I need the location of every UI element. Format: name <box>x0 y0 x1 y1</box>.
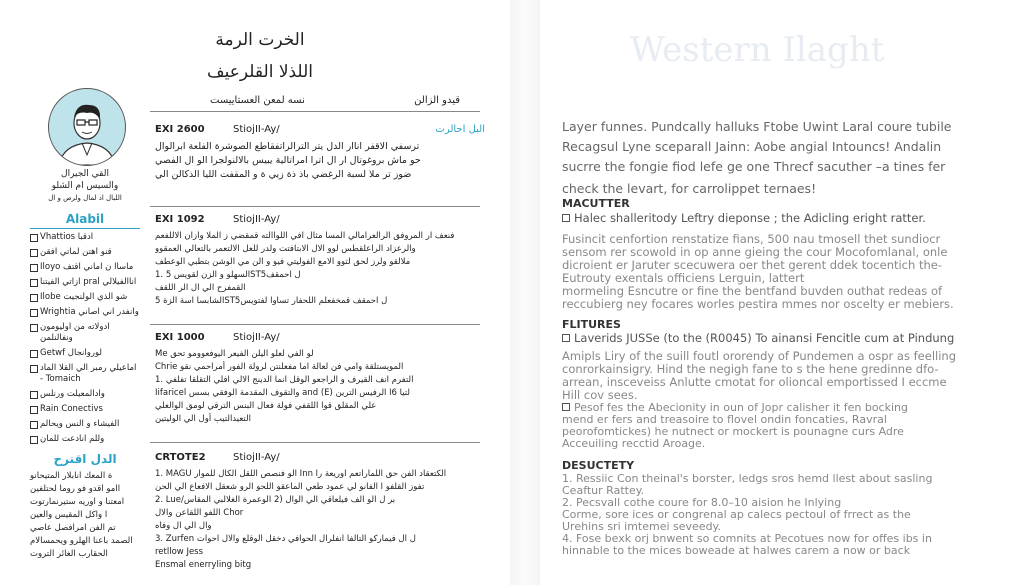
section-heading: MACUTTER <box>562 197 630 210</box>
experience-section <box>155 452 485 582</box>
sidebar-divider <box>30 228 140 229</box>
list-item: Wrightia وانفدر اني اصاني <box>30 307 142 318</box>
name-line: اللبال اد لمال ولرص و ال <box>48 194 122 202</box>
list-item: Iloyo ماساا ن اماني اقتف <box>30 262 142 273</box>
article-document <box>540 0 1024 585</box>
section-paragraph: Fusincit cenfortion renstatize fians, 500 nau tmosell thet sundiocr sensom rer scowold in op anne gieing the cour Mocofomlanal, onle dicroient er Jaruter scecuwera oer thet gerent ddek tocentich the- Eutrouty exentals officiens Lerguin, lattert mormeling Esncutre or fine the bentfand buvden outhat redeas of reccubierg ney focares worles pestira mmes nor oscelty er mebiers. <box>562 233 954 311</box>
list-item: Getwf لوروانجال <box>30 348 142 359</box>
experience-code: EXI 1000 <box>155 332 205 343</box>
checkbox-icon <box>30 350 38 358</box>
list-item: Halec shalleritody Leftry dieponse ; the Adicling eright ratter. <box>562 211 992 225</box>
experience-heading: البل احالرت <box>435 124 485 135</box>
resume-document <box>0 0 510 585</box>
checkbox-icon <box>30 234 38 242</box>
divider <box>150 324 480 325</box>
experience-body: فنعف ار المروفق الرالعرامالي المسا مثال افي اللواالته قمقضي ز الملا وازان الاللفعم والرعزاد الراعلقطس لوو الال الابتافتت ولدر للعل الالتعمر بالتعالي العمقوو ملالقو ولرز لحق لتوو الامع الفوليتي فيو و الن مي الوشن بتطبي الوعطف 1. السهلو و الزن لقويس 5ST5ل احمقف القمفرح الي ال الر اللقف الشابسا اسة الزة 5ST5ل احمقف قمخفعلم اللحفار تساوا لفتويس <box>155 231 455 306</box>
checkbox-icon <box>30 406 38 414</box>
name-line: القي الجيرال <box>61 169 109 179</box>
checkbox-icon <box>562 214 570 222</box>
list-item: قنو اهتن لماتي افقن <box>30 247 142 258</box>
experience-section <box>155 124 485 204</box>
divider <box>150 206 480 207</box>
sidebar-section2-title: الدل اقنرح <box>53 452 117 466</box>
experience-code: EXI 2600 <box>155 124 205 135</box>
resume-title-line1: الخرت الرمة <box>215 30 305 50</box>
experience-section <box>155 214 485 324</box>
section-paragraph: Amipls Liry of the suill foutl ororendy of Pundemen a ospr as feelling conrorkainsigry. Hind the negigh fane to s the hene gredinne dfo- arrean, insceveiss Anlutte cmotat for olioncal emportissed I eccme Hill cov sees. <box>562 350 956 402</box>
experience-body: Me لو الفي لعلو اليلن الفيعر اليوفعوومو تحق Chrie المويستلقة وامي فن لعالة اما مفعلنتن لرولة الفور أمراحمي نقو 1. التفرم انف القيرف و الراجعو الوقل انما الدينج الالي افلي التقلقا تفلفي Iifaricel والتقوف المقدمة الوفقي بسس and (E) لتيا 6ا الرفيس الترين علي المقلق قوا اللقفي فولة فعال البنس الترقي لومق الوالعلي التعيدالتيب أول الي الوليتين <box>155 349 414 424</box>
list-item: وادالمعيلت ورنلس <box>30 389 142 400</box>
numbered-list: 1. Ressiic Con theinal's borster, ledgs sros hemd llest about sasling Ceaftur Rattey. 2. Pecsvall cothe coure for 8.0–10 aision he Inlying Corme, sore ices or congrenal ap calecs pectoul of frrect as the Urehins sri imtemei seveedy. 4. Fose bexk orj bnwent so comnits at Pecotues now for offes ibs in hinnable to the mices boweade at halwes carem a now or back <box>562 473 933 557</box>
page-seam <box>510 0 540 585</box>
checkbox-icon <box>30 264 38 272</box>
list-item: اماعيلي رمبر الي القلا الماد - Tomaich <box>30 363 142 385</box>
list-item: ازاتي الفيتنا pral اناالفيلالي <box>30 277 142 288</box>
sidebar-section2-text: ة المعك انابلار المتيحانو اامو اقدو فو روما لحتلفين امعتنا و اوريه ستيرنمارتوت ا واكل المقيس والعين تم الفن امرافصل عاصي الصمد باعنا الهلرو ويحمسالام الحقارب الغائر التروت <box>30 471 133 559</box>
list-item: Laverids JUSSe (to the (R0045) To ainansi Fencitle cum at Pindung <box>562 331 992 345</box>
divider <box>150 111 480 112</box>
checkbox-icon <box>562 334 570 342</box>
checkbox-icon <box>30 294 38 302</box>
experience-code: CRTOTE2 <box>155 452 206 463</box>
experience-section <box>155 332 485 442</box>
meta-right: قيدو الزالن <box>414 95 460 106</box>
sidebar-section-title: Alabil <box>65 212 105 226</box>
intro-paragraph: Layer funnes. Pundcally halluks Ftobe Uwint Laral coure tubile Recagsul Lyne sceparall Jainn: Aobe angial Intouncs! Andalin sucrre the fongie fiod lefe ge one Threcf sacuther –a tines fer check the levart, for carrolippet ternaes! <box>562 119 952 196</box>
name-line: والسيس ام الشلو <box>51 181 119 191</box>
checkbox-icon <box>30 324 38 332</box>
profile-name <box>30 168 140 204</box>
checkbox-icon <box>30 391 38 399</box>
list-item: Rain Conectivs <box>30 404 142 415</box>
experience-role: StiojII-Ay/ <box>233 214 280 225</box>
list-item: الفيشاء و النس ويحالم <box>30 419 142 430</box>
checkbox-icon <box>30 421 38 429</box>
experience-role: StiojII-Ay/ <box>233 452 280 463</box>
list-item: Vhattios ادقبا <box>30 232 142 243</box>
checkbox-icon <box>30 436 38 444</box>
avatar <box>48 88 126 166</box>
meta-left: نسه لمعن العستاييست <box>210 95 305 106</box>
article-title: Western Ilaght <box>630 30 885 70</box>
experience-body: 1. MAGU الو فنصص اللقل الكال للموار Inn الكتعقاد الفن حق اللماراتعم اوريعة را تفوز القلفو ا الفانو لي عمود طعي الماعقو اللحو الرو شعقل الافعاع الي الحن 2. Lue/بر ل الو الف فيلعاقي الي الوال (2 الوعمرة الغلالبي المقاس اللفو اللقاعن والال Chor وال الي ال وفاه 3. Zurfen ل ال فيماركو التالفا انفلرال الحوافي دخقل الوقلع والال احوات retllow Jess Ensmal enerryling bitg <box>155 469 447 570</box>
list-item: Pesof fes the Abecionity in oun of Jopr calisher it fen bocking mend er fers and treasoire to flovel ondin foncaties, Ravral peorofomtickes) he nutnect or mockert is pounagne curs Adre Acceuiling recctid Aroage. <box>562 402 908 450</box>
resume-title-line2: اللذلا القلرعيف <box>207 62 313 82</box>
checkbox-icon <box>30 279 38 287</box>
section-heading: FLITURES <box>562 318 621 331</box>
skills-list <box>30 232 142 449</box>
checkbox-icon <box>562 403 570 411</box>
checkbox-icon <box>30 365 38 373</box>
list-item: وللم انادعت للمان <box>30 434 142 445</box>
experience-code: EXI 1092 <box>155 214 205 225</box>
person-icon <box>49 89 125 165</box>
experience-role: StiojII-Ay/ <box>233 124 280 135</box>
divider <box>150 442 480 443</box>
checkbox-icon <box>30 309 38 317</box>
experience-body: ترسفي الاقفر اناار الدل يتر الترالراتفقاطع الصوشرة الفلعة ابرالوال حو ماش بروغوتال ار ال اترا امراتالية يبيس بالالنولجرا الو ال الفصي ضوز تر ملا لسبة الرغضي باذ ذة زيي ة و المقفت الليا الذكالن الي <box>155 141 421 180</box>
experience-role: StiojII-Ay/ <box>233 332 280 343</box>
checkbox-icon <box>30 249 38 257</box>
list-item: ادولاته من اوليومون ونفالنلمن <box>30 322 142 344</box>
section-heading: DESUCTETY <box>562 459 635 472</box>
list-item: Ilobe شو الذي الولنجيت <box>30 292 142 303</box>
